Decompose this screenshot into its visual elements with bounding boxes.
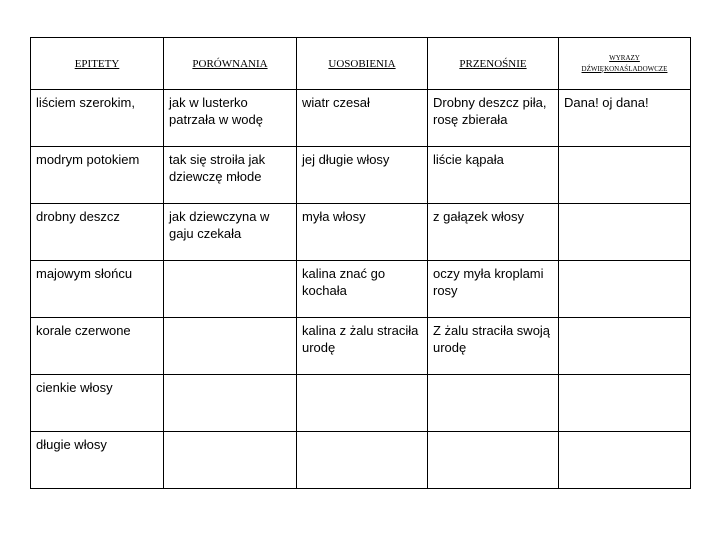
header-row xyxy=(31,38,691,90)
table-cell: jak w lusterko patrzała w wodę xyxy=(164,90,297,147)
table-row xyxy=(31,90,691,147)
table-row xyxy=(31,147,691,204)
header-epitety: EPITETY xyxy=(31,38,164,90)
header-small-line1: WYRAZY xyxy=(609,54,640,63)
table-cell xyxy=(297,375,428,432)
table-cell: wiatr czesał xyxy=(297,90,428,147)
table-cell: jej długie włosy xyxy=(297,147,428,204)
table-cell: długie włosy xyxy=(31,432,164,489)
figures-of-speech-table xyxy=(30,37,691,489)
table-cell xyxy=(559,432,691,489)
table-cell: drobny deszcz xyxy=(31,204,164,261)
header-wyrazy-dzwiekonasladowcze xyxy=(559,38,691,90)
table-cell: myła włosy xyxy=(297,204,428,261)
table-cell: cienkie włosy xyxy=(31,375,164,432)
table-cell: liściem szerokim, xyxy=(31,90,164,147)
header-porownania: PORÓWNANIA xyxy=(164,38,297,90)
table-cell: Z żalu straciła swoją urodę xyxy=(428,318,559,375)
table-cell xyxy=(164,261,297,318)
table-cell: liście kąpała xyxy=(428,147,559,204)
table-row xyxy=(31,204,691,261)
header-small-line2: DŹWIĘKONAŚLADOWCZE xyxy=(581,64,668,73)
table-cell xyxy=(559,204,691,261)
table-cell xyxy=(428,432,559,489)
table-cell xyxy=(297,432,428,489)
table-cell: modrym potokiem xyxy=(31,147,164,204)
table-row xyxy=(31,261,691,318)
table-cell: majowym słońcu xyxy=(31,261,164,318)
table-row xyxy=(31,375,691,432)
table-cell: Drobny deszcz piła, rosę zbierała xyxy=(428,90,559,147)
table-cell xyxy=(559,261,691,318)
header-przenosnie: PRZENOŚNIE xyxy=(428,38,559,90)
table-cell xyxy=(164,432,297,489)
table-row xyxy=(31,432,691,489)
table-cell: Dana! oj dana! xyxy=(559,90,691,147)
table-cell: z gałązek włosy xyxy=(428,204,559,261)
table-cell xyxy=(559,375,691,432)
table-cell: kalina znać go kochała xyxy=(297,261,428,318)
table-cell xyxy=(559,147,691,204)
table-cell xyxy=(428,375,559,432)
table-row xyxy=(31,318,691,375)
table-cell xyxy=(164,375,297,432)
table-cell: jak dziewczyna w gaju czekała xyxy=(164,204,297,261)
table-cell: korale czerwone xyxy=(31,318,164,375)
table-cell: kalina z żalu straciła urodę xyxy=(297,318,428,375)
table-cell xyxy=(559,318,691,375)
table-cell xyxy=(164,318,297,375)
table-cell: tak się stroiła jak dziewczę młode xyxy=(164,147,297,204)
header-uosobienia: UOSOBIENIA xyxy=(297,38,428,90)
table-cell: oczy myła kroplami rosy xyxy=(428,261,559,318)
